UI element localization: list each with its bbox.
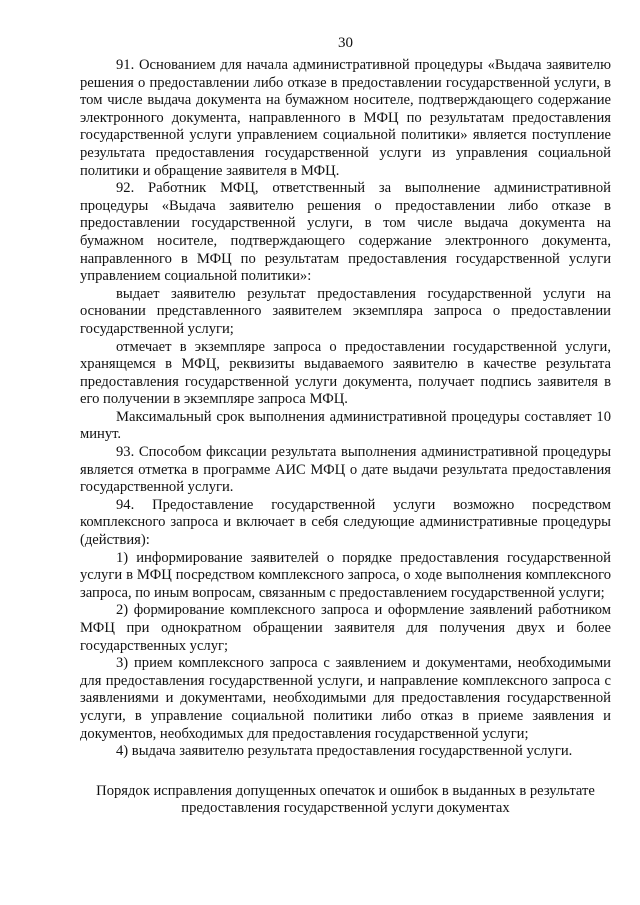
paragraph-92: 92. Работник МФЦ, ответственный за выполнение административной процедуры «Выдача заявителю решения о предоставлении либо отказе в предоставлении государственной услуги, в том числе выдача документа на бумажном носителе, подтверждающего содержание электронного документа, направленного в МФЦ по результатам предоставления государственной услуги управлением социальной политики»: [80,180,611,285]
section-heading-line-2: предоставления государственной услуги документах [181,800,510,817]
section-heading [80,783,611,818]
page-number: 30 [338,35,353,51]
paragraph-94-item-4: 4) выдача заявителю результата предоставления государственной услуги. [116,743,573,760]
paragraph-94-item-1: 1) информирование заявителей о порядке предоставления государственной услуги в МФЦ посредством комплексного запроса, о ходе выполнения комплексного запроса, по иным вопросам, связанным с предоставлением государственной услуги; [80,549,611,601]
paragraph-92-item-issue: выдает заявителю результат предоставления государственной услуги на основании представленного заявителем экземпляра запроса о предоставлении государственной услуги; [80,285,611,337]
section-spacer [80,761,611,783]
paragraph-max-time: Максимальный срок выполнения административной процедуры составляет 10 минут. [80,408,611,443]
paragraph-92-item-mark: отмечает в экземпляре запроса о предоставлении государственной услуги, хранящемся в МФЦ, реквизиты выдаваемого заявителю в качестве результата предоставления государственной услуги документа, получает подпись заявителя в его получении в экземпляре запроса МФЦ. [80,338,611,408]
paragraph-93: 93. Способом фиксации результата выполнения административной процедуры является отметка в программе АИС МФЦ о дате выдачи результата предоставления государственной услуги. [80,444,611,496]
section-heading-line-1: Порядок исправления допущенных опечаток и ошибок в выданных в результате [96,782,595,799]
paragraph-94-item-2: 2) формирование комплексного запроса и оформление заявлений работником МФЦ при однократном обращении заявителя для получения двух и более государственных услуг; [80,602,611,654]
paragraph-91: 91. Основанием для начала административной процедуры «Выдача заявителю решения о предоставлении либо отказе в предоставлении государственной услуги, в том числе выдача документа на бумажном носителе, подтверждающего содержание электронного документа, направленного в МФЦ по результатам предоставления государственной услуги управлением социальной политики» является поступление результата предоставления государственной услуги из управления социальной политики и обращение заявителя в МФЦ. [80,57,611,179]
paragraph-94-item-3: 3) прием комплексного запроса с заявлением и документами, необходимыми для предоставления государственной услуги, и направление комплексного запроса с заявлениями и документами, необходимыми для предоставления государственной услуги, в управление социальной политики либо отказ в приеме заявления и документов, необходимых для предоставления государственной услуги; [80,655,611,742]
document-page [80,34,611,818]
paragraph-94: 94. Предоставление государственной услуги возможно посредством комплексного запроса и включает в себя следующие административные процедуры (действия): [80,496,611,549]
